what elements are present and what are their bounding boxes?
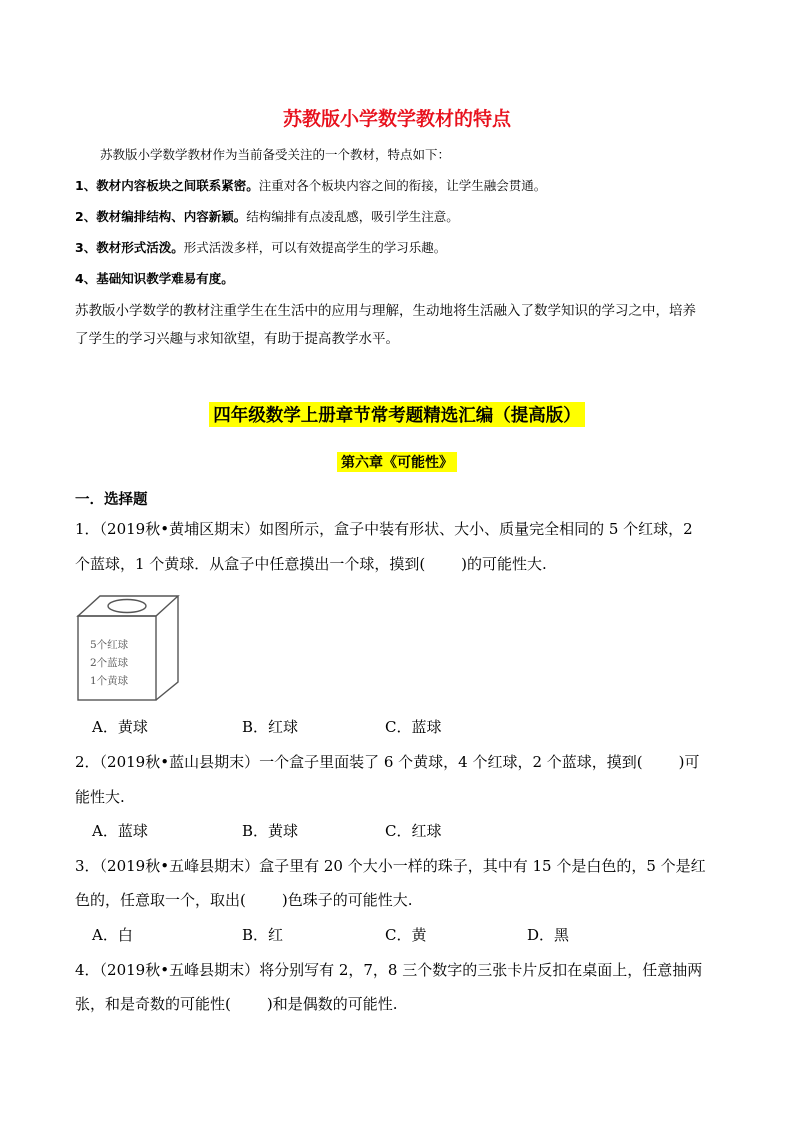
- box-label-blue: 2个蓝球: [90, 657, 129, 669]
- q2-option-a[interactable]: A．蓝球: [92, 822, 148, 840]
- q3-option-b[interactable]: B．红: [242, 926, 284, 944]
- q3-option-d[interactable]: D．黑: [527, 926, 570, 944]
- intro-summary-line1: 苏教版小学数学的教材注重学生在生活中的应用与理解，生动地将生活融入了数学知识的学习之中，培养: [75, 303, 696, 319]
- q2-text-post: )可: [678, 753, 700, 771]
- section-heading: 一．选择题: [75, 492, 148, 508]
- point-body: 结构编排有点凌乱感，吸引学生注意。: [246, 209, 459, 224]
- q4-text-pre: 张，和是奇数的可能性(: [75, 995, 231, 1013]
- intro-point-4: [75, 269, 234, 287]
- q1-option-a[interactable]: A．黄球: [92, 718, 148, 736]
- question-1-line1: 1．（2019秋•黄埔区期末）如图所示，盒子中装有形状、大小、质量完全相同的 5 个红球，2: [75, 520, 693, 538]
- box-label-red: 5个红球: [90, 639, 129, 651]
- intro-point-3: [75, 238, 446, 256]
- point-head: 教材内容板块之间联系紧密。: [96, 178, 259, 193]
- q1-text-pre: 个蓝球，1 个黄球．从盒子中任意摸出一个球，摸到(: [75, 555, 426, 573]
- point-head: 教材编排结构、内容新颖。: [96, 209, 247, 224]
- q3-text-pre: 色的，任意取一个，取出(: [75, 891, 246, 909]
- q2-text-pre: 2．（2019秋•蓝山县期末）一个盒子里面装了 6 个黄球，4 个红球，2 个蓝球，摸到(: [75, 753, 643, 771]
- q2-option-c[interactable]: C．红球: [385, 822, 442, 840]
- question-4-line1: 4．（2019秋•五峰县期末）将分别写有 2，7，8 三个数字的三张卡片反扣在桌面上，任意抽两: [75, 961, 703, 979]
- intro-summary-line2: 了学生的学习兴趣与求知欲望，有助于提高教学水平。: [75, 331, 399, 347]
- question-2-line1: [75, 751, 699, 772]
- point-head: 教材形式活泼。: [96, 240, 184, 255]
- q3-option-c[interactable]: C．黄: [385, 926, 427, 944]
- doc-title: 四年级数学上册章节常考题精选汇编（提高版）: [209, 402, 585, 427]
- question-1-line2: [75, 553, 547, 574]
- chapter-title-wrap: [0, 452, 794, 472]
- intro-point-1: [75, 176, 546, 194]
- question-2-line2: 能性大.: [75, 788, 125, 806]
- q3-text-post: )色珠子的可能性大.: [281, 891, 413, 909]
- point-body: 注重对各个板块内容之间的衔接，让学生融会贯通。: [258, 178, 547, 193]
- point-head: 基础知识教学难易有度。: [96, 271, 234, 286]
- intro-lead: 苏教版小学数学教材作为当前备受关注的一个教材，特点如下：: [100, 147, 451, 162]
- question-4-line2: [75, 993, 397, 1014]
- intro-title: 苏教版小学数学教材的特点: [282, 108, 511, 130]
- q1-text-post: )的可能性大.: [461, 555, 547, 573]
- box-side: [156, 596, 178, 700]
- q3-option-a[interactable]: A．白: [92, 926, 133, 944]
- question-3-line2: [75, 889, 412, 910]
- ball-box-illustration: [76, 592, 180, 702]
- q4-text-post: )和是偶数的可能性.: [266, 995, 398, 1013]
- point-num: 2、: [75, 209, 97, 224]
- chapter-title: 第六章《可能性》: [337, 452, 457, 472]
- point-num: 1、: [75, 178, 97, 193]
- box-label-yellow: 1个黄球: [90, 675, 129, 687]
- doc-title-wrap: [0, 402, 794, 427]
- box-opening: [108, 600, 146, 613]
- q1-option-c[interactable]: C．蓝球: [385, 718, 442, 736]
- q1-option-b[interactable]: B．红球: [242, 718, 299, 736]
- intro-point-2: [75, 207, 459, 225]
- question-3-line1: 3．（2019秋•五峰县期末）盒子里有 20 个大小一样的珠子，其中有 15 个是白色的，5 个是红: [75, 857, 706, 875]
- point-num: 4、: [75, 271, 97, 286]
- q2-option-b[interactable]: B．黄球: [242, 822, 299, 840]
- point-body: 形式活泼多样，可以有效提高学生的学习乐趣。: [183, 240, 447, 255]
- point-num: 3、: [75, 240, 97, 255]
